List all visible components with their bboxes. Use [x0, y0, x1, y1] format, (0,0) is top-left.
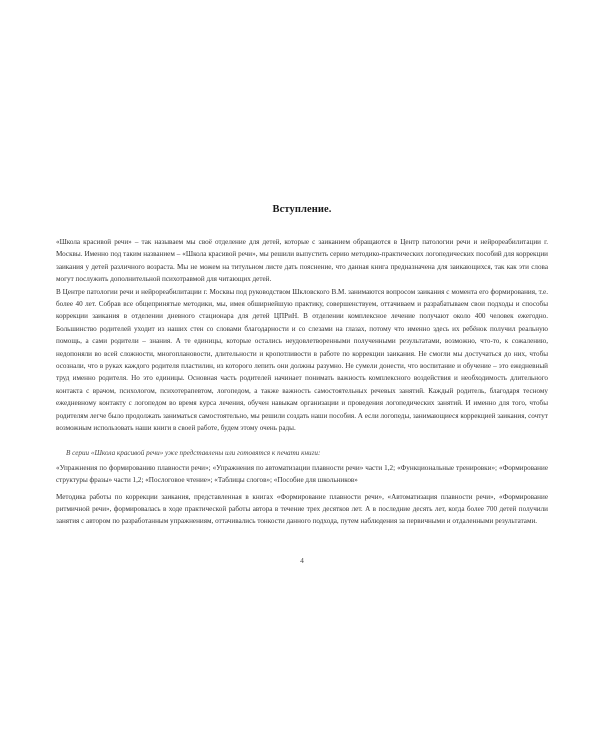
paragraph-school-name: «Школа красивой речи» – так называем мы своё отделение для детей, которые с заиканием обращаются в Центр патологии речи и нейрореабилитации г. Москвы. Именно под таким названием – «Школа красивой речи», мы решили выпустить серию методико-практических логопедических пособий для коррекции заикания у детей различного возраста. Мы не можем на титульном листе дать пояснение, что данная книга предназначена для заикающихся, так как эти слова могут послужить дополнительной психотравмой для читающих детей.: [56, 238, 548, 284]
method-paragraph: Методика работы по коррекции заикания, представленная в книгах «Формирование плавности речи», «Автоматизация плавности речи», «Формирование ритмичной речи», формировалась в ходе практической работы автора в течение трех десятков лет. А в последние десять лет, когда более 700 детей получили занятия с автором по разработанным упражнениям, оттачивались тонкости данного подхода, путем наблюдения за первичными и отдаленными результатами.: [56, 493, 548, 526]
introduction-body: [56, 236, 548, 435]
series-intro: В серии «Школа красивой речи» уже представлены или готовятся к печати книги:: [66, 449, 321, 457]
page-number: 4: [300, 556, 304, 565]
books-list-text: «Упражнения по формированию плавности речи»; «Упражнения по автоматизации плавности речи» части 1,2; «Функциональные тренировки»; «Формирование структуры фразы» части 1,2; «Послоговое чтение»; «Таблицы слогов»; «Пособие для школьников»: [56, 464, 548, 485]
method-section: [56, 491, 548, 528]
document-page: [56, 0, 548, 750]
page-title: Вступление.: [272, 204, 332, 215]
books-list: [56, 462, 548, 486]
paragraph-center-history: В Центре патологии речи и нейрореабилитации г. Москвы под руководством Шкловского В.М. занимаются вопросом заикания с момента его формирования, т.е. более 40 лет. Собрав все общепринятые методики, мы, имея обширнейшую практику, совершенствуем, оттачиваем и разрабатываем свои подходы и способы коррекции заикания в отделении дневного стационара для детей ЦПРиН. В отделении комплексное лечение получают около 400 человек ежегодно. Большинство родителей уходит из наших стен со словами благодарности и со слезами на глазах, потому что именно здесь их ребёнок получил реальную помощь, а сами родители – знания. А те единицы, которые остались неудовлетворенными полученными результатами, возможно, что-то, к сожалению, недопоняли во всей сложности, многоплановости, длительности и кропотливости в работе по коррекции заикания. Не смогли мы достучаться до них, чтобы осознали, что в руках каждого родителя пластилин, из которого лепить они должны разумно. Не сумели донести, что воспитание и обучение – это ежедневный труд именно родителя. Но это единицы. Основная часть родителей начинает понимать важность комплексного воздействия и необходимость длительного контакта с врачом, психологом, психотерапевтом, логопедом, а также важность самостоятельных речевых занятий. Каждый родитель, благодаря тесному ежедневному контакту с логопедом во время курса лечения, обучен навыкам организации и проведения логопедических занятий. И именно для того, чтобы родителям легче было продолжать заниматься самостоятельно, мы решили создать наши пособия. А если логопеды, занимающиеся коррекцией заикания, сочтут возможным использовать наши книги в своей работе, будем этому очень рады.: [56, 287, 548, 433]
